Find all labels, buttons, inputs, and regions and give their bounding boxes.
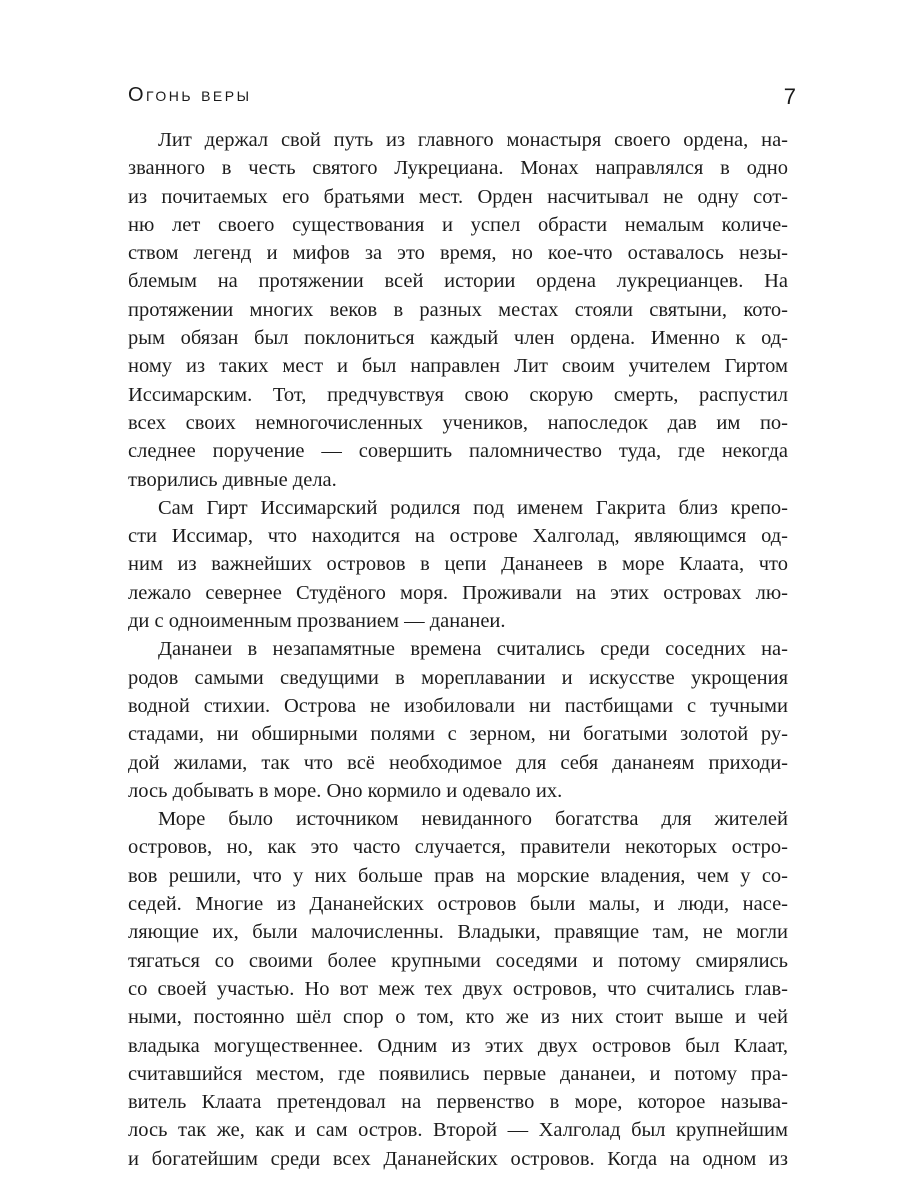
text-line: ством легенд и мифов за это время, но кое-что оставалось незы- [128, 242, 788, 265]
text-line: следнее поручение — совершить паломничество туда, где некогда [128, 440, 788, 463]
text-line: из почитаемых его братьями мест. Орден насчитывал не одну сот- [128, 185, 788, 208]
text-line: островов, но, как это часто случается, правители некоторых остро- [128, 836, 788, 859]
paragraph [128, 126, 788, 494]
text-line: водной стихии. Острова не изобиловали ни пастбищами с тучными [128, 694, 788, 717]
page-number: 7 [783, 84, 796, 109]
running-head [128, 84, 796, 114]
text-line: протяжении многих веков в разных местах стояли святыни, кото- [128, 298, 788, 321]
text-line: Иссимарским. Тот, предчувствуя свою скорую смерть, распустил [128, 383, 788, 406]
paragraph [128, 494, 788, 635]
text-line: лось добывать в море. Оно кормило и одевало их. [128, 779, 563, 802]
text-line: тягаться со своими более крупными соседями и потому смирялись [128, 949, 788, 972]
text-line: седей. Многие из Дананейских островов были малы, и люди, насе- [128, 893, 788, 916]
text-line: рым обязан был поклониться каждый член ордена. Именно к од- [128, 327, 788, 350]
text-line: вов решили, что у них больше прав на морские владения, чем у со- [128, 864, 788, 887]
text-line: родов самыми сведущими в мореплавании и искусстве укрощения [128, 666, 788, 689]
text-line: ню лет своего существования и успел обрасти немалым количе- [128, 213, 788, 236]
text-line: Море было источником невиданного богатства для жителей [158, 808, 788, 831]
paragraph [128, 635, 788, 805]
text-line: считавшийся местом, где появились первые дананеи, и потому пра- [128, 1062, 788, 1085]
text-line: всех своих немногочисленных учеников, напоследок дав им по- [128, 411, 788, 434]
text-line: стадами, ни обширными полями с зерном, ни богатыми золотой ру- [128, 723, 788, 746]
text-line: витель Клаата претендовал на первенство в море, которое называ- [128, 1091, 788, 1114]
text-line: творились дивные дела. [128, 468, 337, 491]
text-line: Сам Гирт Иссимарский родился под именем Гакрита близ крепо- [158, 496, 788, 519]
text-line: Лит держал свой путь из главного монастыря своего ордена, на- [158, 129, 788, 151]
text-line: ному из таких мест и был направлен Лит своим учителем Гиртом [128, 355, 788, 378]
text-line: лежало севернее Студёного моря. Проживали на этих островах лю- [128, 581, 788, 604]
text-line: со своей участью. Но вот меж тех двух островов, что считались глав- [128, 977, 788, 1000]
text-line: дой жилами, так что всё необходимое для себя дананеям приходи- [128, 751, 788, 774]
text-line: владыка могущественнее. Одним из этих двух островов был Клаат, [128, 1034, 788, 1057]
text-line: ним из важнейших островов в цепи Дананеев в море Клаата, что [128, 553, 788, 576]
text-line: ди с одноименным прозванием — дананеи. [128, 610, 506, 633]
text-line: и богатейшим среди всех Дананейских островов. Когда на одном из [128, 1147, 788, 1170]
text-line: сти Иссимар, что находится на острове Халголад, являющимся од- [128, 525, 788, 548]
book-title: Огонь веры [128, 84, 252, 106]
text-line: ными, постоянно шёл спор о том, кто же из них стоит выше и чей [128, 1006, 788, 1029]
text-line: Дананеи в незапамятные времена считались среди соседних на- [158, 638, 788, 661]
text-line: блемым на протяжении всей истории ордена лукрецианцев. На [128, 270, 788, 293]
text-line: званного в честь святого Лукрециана. Монах направлялся в одно [128, 157, 788, 180]
paragraph [128, 805, 788, 1173]
body-text [128, 126, 788, 1173]
text-line: лось так же, как и сам остров. Второй — Халголад был крупнейшим [128, 1119, 788, 1142]
text-line: ляющие их, были малочисленны. Владыки, правящие там, не могли [128, 921, 788, 944]
